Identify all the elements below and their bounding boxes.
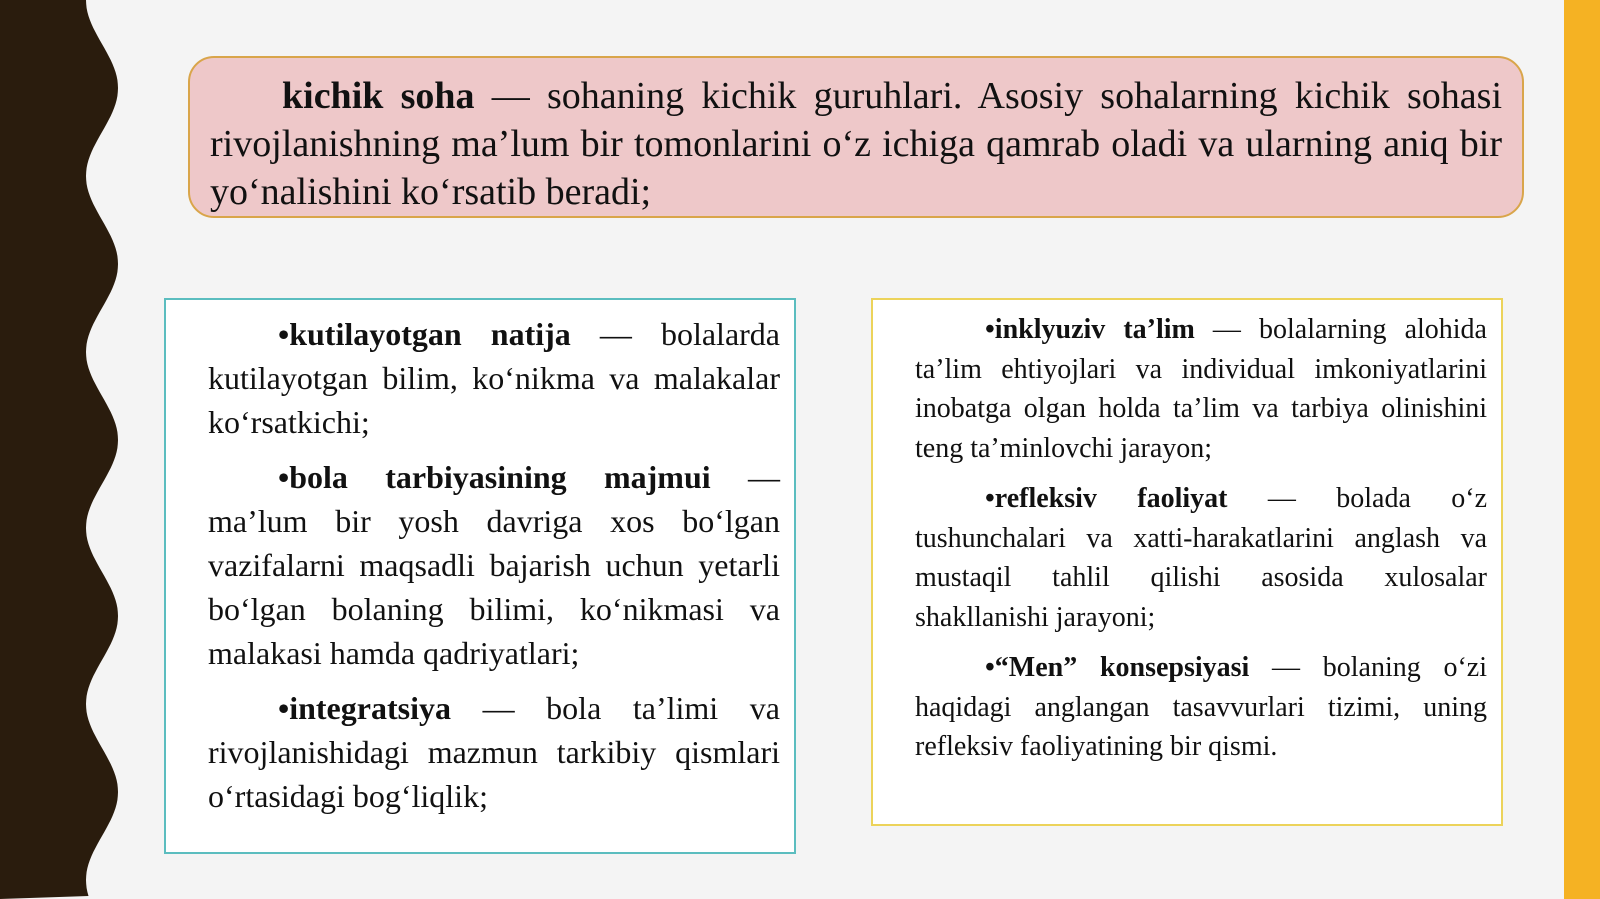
definition-text: — bolaning o‘zi haqidagi anglangan tasavvurlari tizimi, uning refleksiv faoliyatining bir qismi.	[915, 652, 1487, 762]
definition-term: •“Men” konsepsiyasi	[985, 652, 1250, 683]
definitions-box-left	[164, 298, 796, 854]
right-accent-bar	[1564, 0, 1600, 899]
definition-item	[915, 310, 1487, 468]
definition-term: •kutilayotgan natija	[278, 316, 571, 352]
definition-text: — bolalarda kutilayotgan bilim, ko‘nikma va malakalar ko‘rsatkichi;	[208, 316, 781, 440]
definition-item	[208, 455, 780, 675]
definition-text: — ma’lum bir yosh davriga xos bo‘lgan vazifalarni maqsadli bajarish uchun yetarli bo‘lgan bolaning bilimi, ko‘nikmasi va malakasi hamda qadriyatlari;	[208, 459, 780, 671]
definition-item	[208, 312, 780, 444]
definition-term: •bola tarbiyasining majmui	[278, 459, 711, 495]
definition-text: — bolalarning alohida ta’lim ehtiyojlari va individual imkoniyatlarini inobatga olgan holda ta’lim va tarbiya olinishini teng ta’minlovchi jarayon;	[915, 314, 1487, 464]
definition-text: — bola ta’limi va rivojlanishidagi mazmun tarkibiy qismlari o‘rtasidagi bog‘liqlik;	[208, 690, 780, 814]
left-wave-decoration	[0, 0, 130, 899]
definition-box-kichik-soha	[188, 56, 1524, 218]
definition-item	[915, 479, 1487, 637]
definition-text: — bolada o‘z tushunchalari va xatti-harakatlarini anglash va mustaqil tahlil qilishi asosida xulosalar shakllanishi jarayoni;	[915, 483, 1488, 633]
term-kichik-soha: kichik soha	[282, 75, 475, 117]
wave-shape	[0, 0, 118, 899]
definition-item	[208, 686, 780, 818]
definition-term: •integratsiya	[278, 690, 451, 726]
definition-item	[915, 648, 1487, 767]
definition-term: •refleksiv faoliyat	[985, 483, 1228, 514]
definition-text: — sohaning kichik guruhlari. Asosiy sohalarning kichik sohasi rivojlanishning ma’lum bir tomonlarini o‘z ichiga qamrab oladi va ularning aniq bir yo‘nalishini ko‘rsatib beradi;	[210, 75, 1503, 213]
definition-term: •inklyuziv ta’lim	[985, 314, 1195, 345]
definitions-box-right	[871, 298, 1503, 826]
